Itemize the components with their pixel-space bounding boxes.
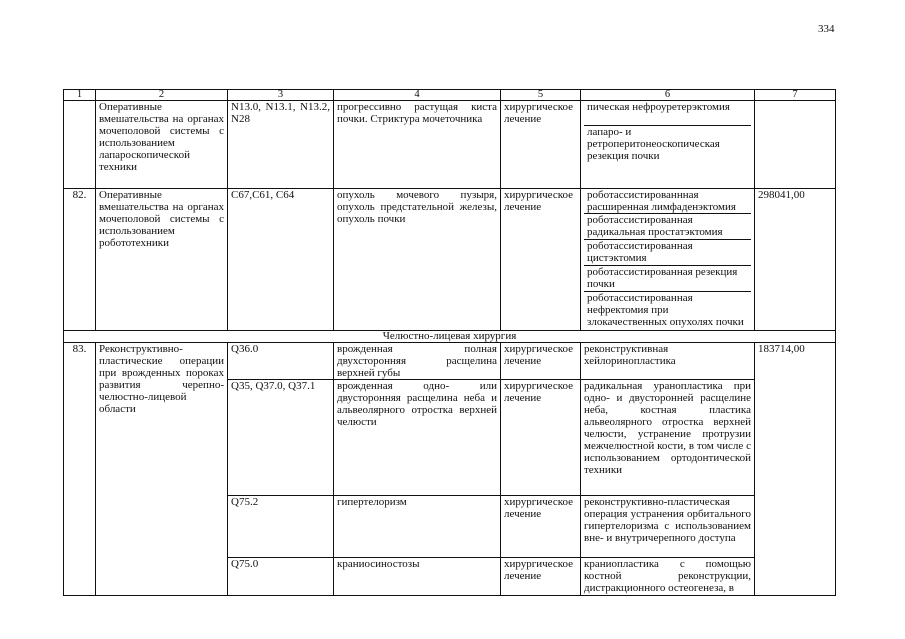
row-cost: 298041,00: [755, 189, 836, 331]
row-treatment: хирургическое лечение: [501, 380, 581, 496]
row-codes: N13.0, N13.1, N13.2, N28: [228, 101, 334, 189]
method-item: роботассистированная нефректомия при злокачественных опухолях почки: [587, 292, 744, 328]
table-row-82: [64, 189, 836, 331]
method-item: пическая нефроуретерэктомия: [584, 101, 751, 126]
medical-care-table: [63, 89, 836, 596]
row-condition: врожденная одно- или двусторонняя расщелина неба и альвеолярного отростка верхней челюсти: [334, 380, 501, 496]
method-item: роботассистированная резекция почки: [584, 266, 751, 292]
row-name: Реконструктивно-пластические операции при врожденных пороках развития черепно-челюстно-лицевой области: [96, 343, 228, 596]
row-method: радикальная уранопластика при одно- и двусторонней расщелине неба, костная пластика альвеолярного отростка верхней челюсти, устранение протрузии межчелюстной кости, в том числе с использованием ортодонтической техники: [581, 380, 755, 496]
table-row-83: [64, 343, 836, 380]
row-condition: гипертелоризм: [334, 496, 501, 558]
row-number: 83.: [64, 343, 96, 596]
row-cost: [755, 101, 836, 189]
method-item: роботассистированная цистэктомия: [584, 240, 751, 266]
row-method: реконструктивно-пластическая операция устранения орбитального гипертелоризма с использованием вне- и внутричерепного доступа: [581, 496, 755, 558]
header-col-3: 3: [228, 90, 334, 101]
section-title: Челюстно-лицевая хирургия: [64, 331, 836, 343]
row-condition: краниосиностозы: [334, 558, 501, 596]
page-number: 334: [818, 23, 835, 35]
row-codes: Q35, Q37.0, Q37.1: [228, 380, 334, 496]
row-condition: врожденная полная двухсторонняя расщелина верхней губы: [334, 343, 501, 380]
row-methods: [581, 101, 755, 189]
table-row-continued: [64, 101, 836, 189]
header-col-2: 2: [96, 90, 228, 101]
method-item: роботассистированнная расширенная лимфаденэктомия: [584, 189, 751, 214]
row-codes: Q75.2: [228, 496, 334, 558]
row-name: Оперативные вмешательства на органах мочеполовой системы с использованием лапароскопической техники: [96, 101, 228, 189]
row-treatment: хирургическое лечение: [501, 558, 581, 596]
header-col-4: 4: [334, 90, 501, 101]
row-number: [64, 101, 96, 189]
row-methods: [581, 189, 755, 331]
method-item: роботассистированная радикальная простатэктомия: [584, 214, 751, 240]
row-treatment: хирургическое лечение: [501, 496, 581, 558]
row-condition: прогрессивно растущая киста почки. Стриктура мочеточника: [334, 101, 501, 189]
column-number-header: [64, 90, 836, 101]
header-col-6: 6: [581, 90, 755, 101]
row-codes: C67,C61, C64: [228, 189, 334, 331]
method-item: лапаро- и ретроперитонеоскопическая резекция почки: [587, 126, 720, 162]
header-col-5: 5: [501, 90, 581, 101]
header-col-1: 1: [64, 90, 96, 101]
row-condition: опухоль мочевого пузыря, опухоль предстательной железы, опухоль почки: [334, 189, 501, 331]
row-treatment: хирургическое лечение: [501, 343, 581, 380]
row-codes: Q36.0: [228, 343, 334, 380]
section-heading-row: [64, 331, 836, 343]
row-method: краниопластика с помощью костной реконструкции, дистракционного остеогенеза, в: [581, 558, 755, 596]
row-codes: Q75.0: [228, 558, 334, 596]
row-treatment: хирургическое лечение: [501, 189, 581, 331]
row-method: реконструктивная хейлоринопластика: [581, 343, 755, 380]
row-cost: 183714,00: [755, 343, 836, 596]
row-treatment: хирургическое лечение: [501, 101, 581, 189]
row-name: Оперативные вмешательства на органах мочеполовой системы с использованием робототехники: [96, 189, 228, 331]
header-col-7: 7: [755, 90, 836, 101]
row-number: 82.: [64, 189, 96, 331]
